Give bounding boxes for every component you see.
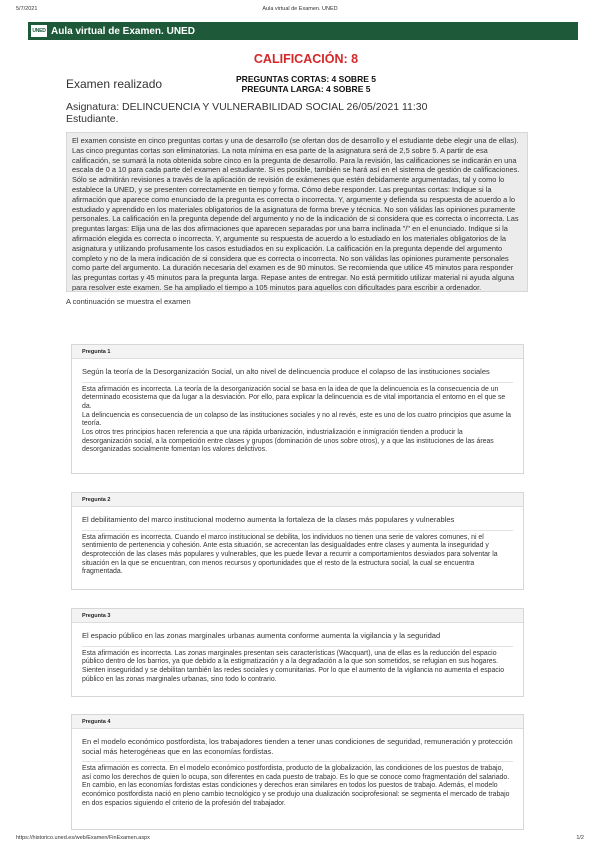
- short-questions-count: PREGUNTAS CORTAS: 4 SOBRE 5: [236, 74, 376, 84]
- question-answer: [82, 765, 513, 809]
- subject-line: Asignatura: DELINCUENCIA Y VULNERABILIDAD SOCIAL 26/05/2021 11:30: [66, 101, 428, 113]
- answer-paragraph: Esta afirmación es incorrecta. La teoría de la desorganización social se basa en la idea de que la delincuencia es la consecuencia de un determinado ecosistema que da lugar a la desviación. Por ello, para explicar la delincuencia es de vital importancia el entorno en el que se da.: [82, 385, 506, 410]
- question-statement: El debilitamiento del marco institucional moderno aumenta la fortaleza de la clases más populares y vulnerables: [82, 513, 513, 531]
- question-label: Pregunta 4: [72, 715, 523, 729]
- grade-heading: CALIFICACIÓN: 8: [253, 52, 359, 66]
- print-title: Aula virtual de Examen. UNED: [262, 6, 338, 12]
- page-number: 1/2: [576, 835, 584, 841]
- question-label: Pregunta 1: [72, 345, 523, 359]
- student-line: Estudiante.: [66, 112, 119, 125]
- answer-paragraph: Esta afirmación es correcta. En el modelo económico postfordista, producto de la globalización, las condiciones de los puestos de trabajo, así como los derechos de quien lo ocupa, son diferentes en cada puesto de trabajo. Es lo que se conoce como fragmentación del salariado. En cambio, en las economías fordistas estas condiciones y derechos eran similares en todos los puestos de trabajo. Además, el modelo económico postfordista nació en pleno cambio tecnológico y se produjo una dualización sociprofesional: se segmenta el mercado de trabajo en dos espacios siguiendo el criterio de la profesión del trabajador.: [82, 765, 510, 807]
- answer-paragraph: Los otros tres principios hacen referencia a que una rápida urbanización, industrialización e inmigración tienden a producir la desorganización social, a la competición entre clases y grupos (dominación de unos sobre otros), y a que las instituciones de las áreas desorganizadas socialmente fomentan los valores delictivos.: [82, 429, 494, 454]
- long-question-count: PREGUNTA LARGA: 4 SOBRE 5: [241, 83, 371, 94]
- question-card-1: [71, 344, 524, 474]
- print-url: https://historico.uned.es/web/Examen/FinExamen.aspx: [16, 835, 150, 841]
- question-label: Pregunta 2: [72, 493, 523, 507]
- question-statement: Según la teoría de la Desorganización Social, un alto nivel de delincuencia produce el colapso de las instituciones sociales: [82, 365, 513, 383]
- uned-logo[interactable]: UNED: [31, 25, 47, 37]
- app-header-bar: [28, 22, 578, 40]
- exam-status: Examen realizado: [66, 77, 163, 91]
- answer-paragraph: La delincuencia es consecuencia de un colapso de las instituciones sociales y no al revés, este es uno de los cuatro principios que asume la teoría.: [82, 411, 512, 428]
- question-answer: [82, 534, 513, 578]
- print-header: [16, 6, 584, 16]
- question-counts: [200, 75, 412, 94]
- question-card-3: [71, 608, 524, 697]
- answer-paragraph: Esta afirmación es incorrecta. Cuando el marco institucional se debilita, los individuos no tienen una serie de valores comunes, ni el sentimiento de pertenencia y cohesión. Ante esta situación, se acrecentan las desigualdades entre clases y aumenta la inseguridad y desprotección de las clases más populares y vulnerables, que les puede llevar a recurrir a comportamientos desviados para solventar la situación en la que se encuentran, con menos recursos y oportunidades que el resto de la estructura social, la cual se encuentra fragmentada.: [82, 533, 498, 576]
- question-statement: El espacio público en las zonas marginales urbanas aumenta conforme aumenta la vigilancia y la seguridad: [82, 629, 513, 647]
- app-title: Aula virtual de Examen. UNED: [51, 25, 195, 37]
- question-card-4: [71, 714, 524, 830]
- question-statement: En el modelo económico postfordista, los trabajadores tienden a tener unas condiciones de seguridad, remuneración y protección social más heterogéneas que en las economías fordistas.: [82, 735, 513, 762]
- question-answer: [82, 650, 513, 685]
- question-card-2: [71, 492, 524, 590]
- print-footer: [16, 835, 584, 843]
- exam-intro: A continuación se muestra el examen: [66, 297, 191, 306]
- question-answer: [82, 386, 513, 456]
- subject-info: [66, 102, 536, 125]
- exam-instructions: El examen consiste en cinco preguntas cortas y una de desarrollo (se ofertan dos de desarrollo y el estudiante debe elegir una de ellas). Las cinco preguntas cortas son eliminatorias. La nota mínima en esa parte de la asignatura será de 2,5 sobre 5. A partir de esa calificación, se sumará la nota obtenida sobre cinco en la pregunta de desarrollo. Para la revisión, las calificaciones se indicarán en una escala de 0 a 10 para cada parte del examen al estudiante. Si es posible, también se hará así en el sistema de gestión de calificaciones. Sólo se admitirán revisiones a través de la aplicación de revisión de exámenes que estén debidamente argumentadas, tal y como lo establece la UNED, y se presenten correctamente en tiempo y forma. Cómo debe responder. Las preguntas cortas: Indique si la afirmación que aparece como enunciado de la pregunta es correcta o incorrecta. Y, argumente y defienda su respuesta de acuerdo a lo estudiado y aprendido en los materiales obligatorios de la asignatura de forma breve y técnica. No son válidas las opiniones puramente personales. La calificación en la pregunta depende del argumento y no de la indicación de si considera que es correcta o incorrecta. Las preguntas largas: Elija una de las dos afirmaciones que aparecen separadas por una barra inclinada "/" en el enunciado. Indique si la afirmación elegida es correcta o incorrecta. Y, argumente su respuesta de acuerdo a lo estudiado en los materiales obligatorios de la asignatura y utilizando profusamente los casos estudiados en su explicación. La calificación en la pregunta depende del argumento completo y no de la mera indicación de si considera que es correcta o incorrecta. No son válidas las opiniones puramente personales como parte del argumento. La duración necesaria del examen es de 90 minutos. Se recomienda que utilice 45 minutos para responder las preguntas cortas y 45 minutos para la pregunta larga. Repase antes de entregar. No está permitido utilizar material ni ayuda alguna para resolver este examen. Se ha ampliado el tiempo a 105 minutos para aquellos con dificultades para escribir a ordenador.: [66, 132, 528, 292]
- print-date: 5/7/2021: [16, 6, 38, 12]
- answer-paragraph: Esta afirmación es incorrecta. Las zonas marginales presentan seis características (Wacquart), una de ellas es la reducción del espacio público dentro de los barrios, ya que debido a la estigmatización y a la degradación a la que son sometidos, se refugian en sus hogares. Sienten inseguridad y se debilitan también las redes sociales y comunitarias. Por lo que el aumento de la vigilancia no aumenta el espacio público en las zonas marginales urbanas, sino todo lo contrario.: [82, 649, 505, 683]
- question-label: Pregunta 3: [72, 609, 523, 623]
